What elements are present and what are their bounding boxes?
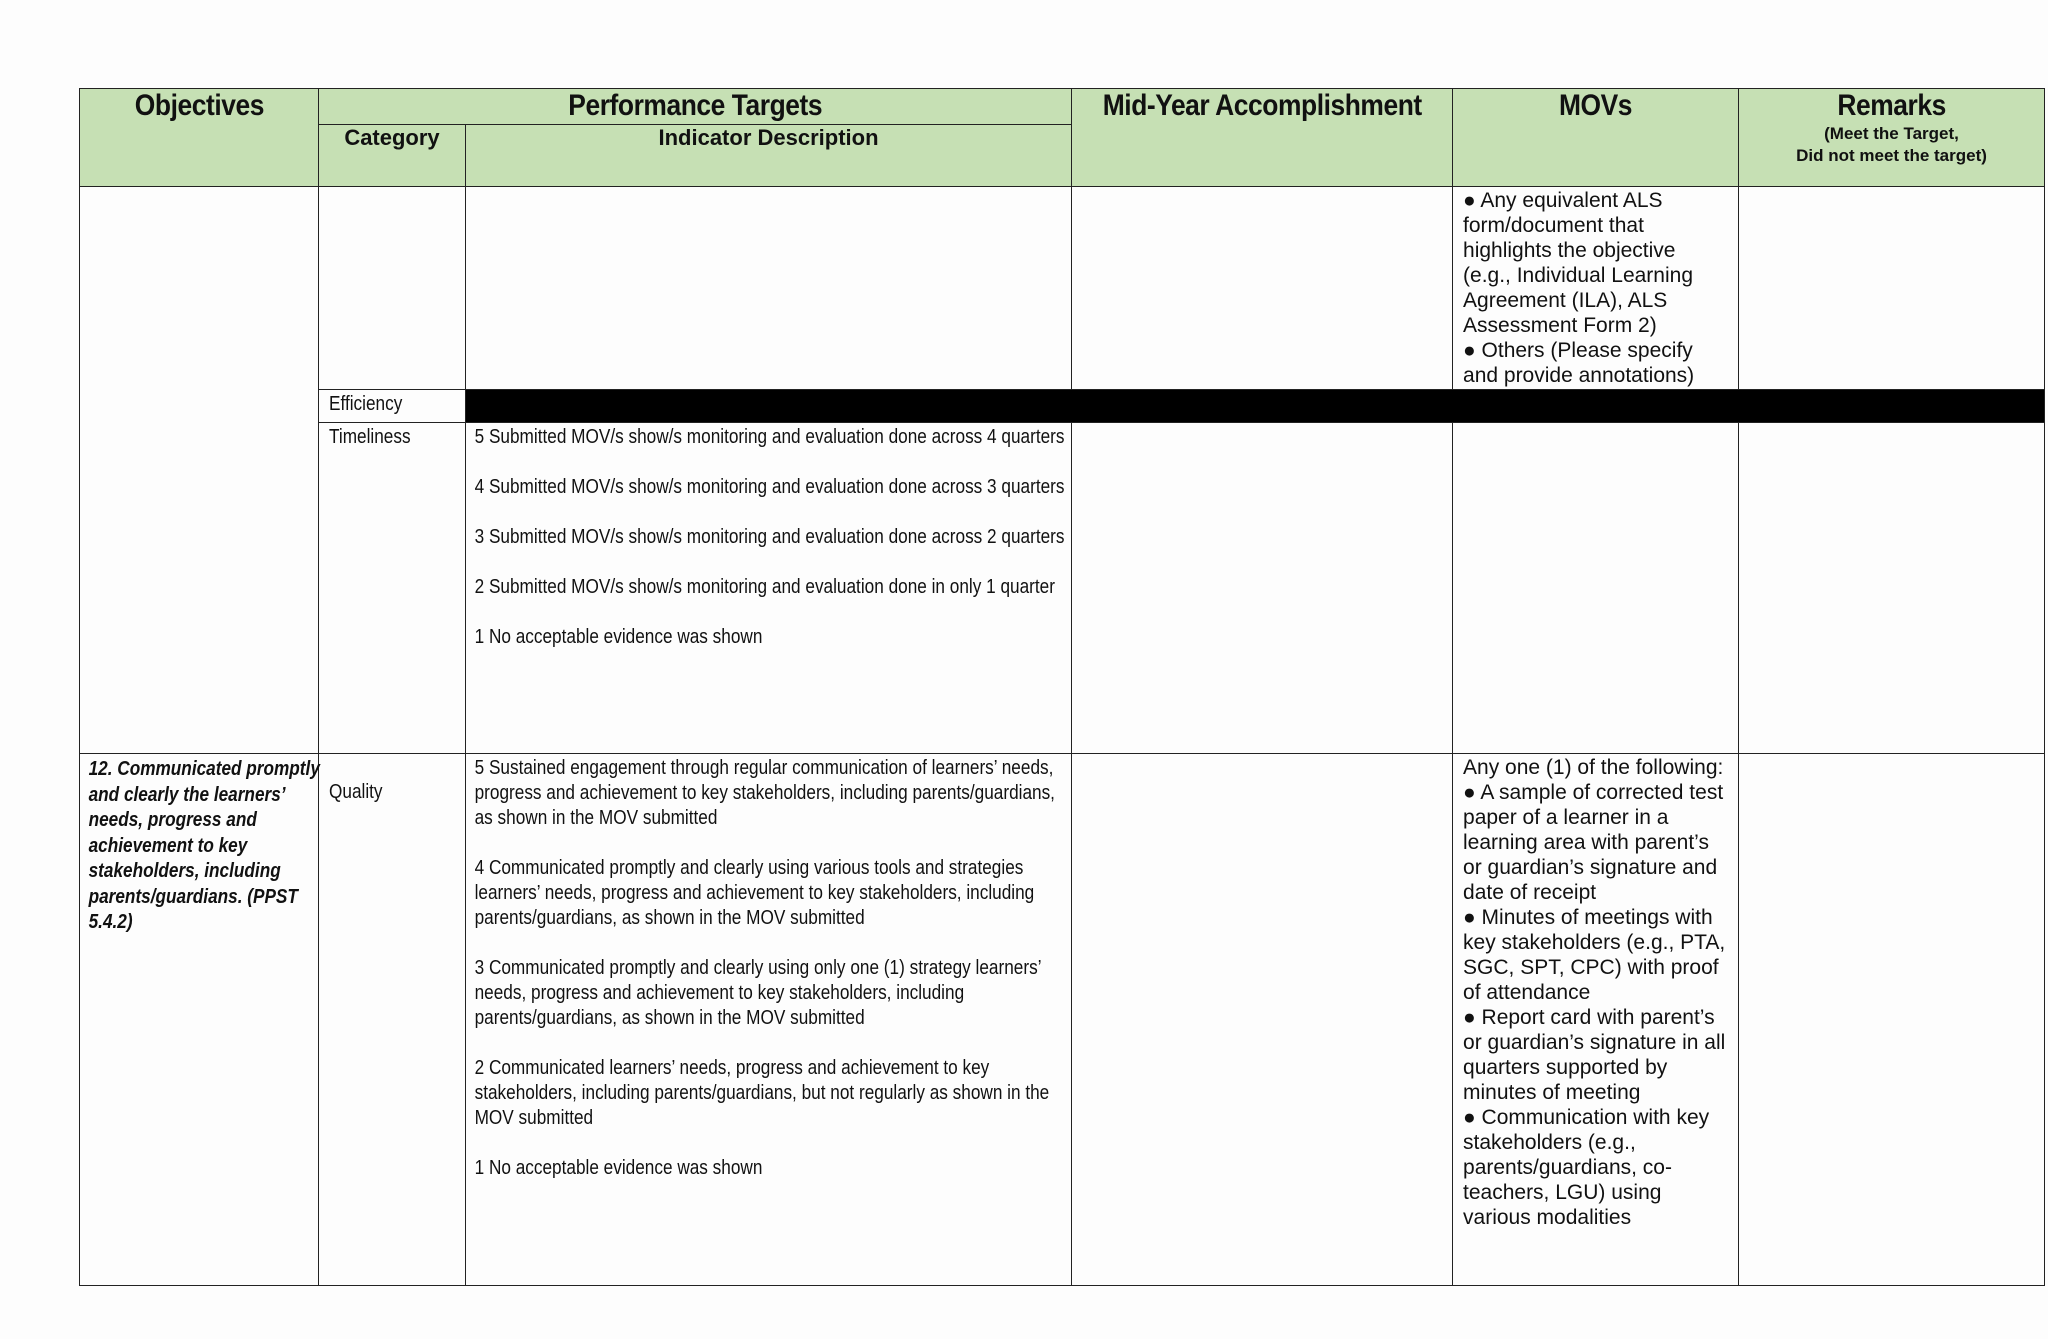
- table-row: [80, 187, 2045, 390]
- table-row: [80, 754, 2045, 1286]
- movs-item: ● Others (Please specify and provide annotations): [1463, 339, 1695, 387]
- ipcrf-table: [79, 88, 2045, 1286]
- indicator-level: 1 No acceptable evidence was shown: [474, 626, 763, 648]
- indicator-level: 5 Submitted MOV/s show/s monitoring and evaluation done across 4 quarters: [474, 426, 1065, 448]
- movs-item: ● Report card with parent’s or guardian’s signature in all quarters supported by minutes of meeting: [1463, 1006, 1726, 1104]
- category-cell-empty: [319, 187, 466, 390]
- indicator-quality: [466, 754, 1072, 1286]
- header-mid-year: Mid-Year Accomplishment: [1072, 89, 1453, 187]
- objective-cell-empty: [80, 187, 319, 754]
- header-movs: MOVs: [1453, 89, 1739, 187]
- header-row-1: [80, 89, 2045, 125]
- header-remarks: Remarks (Meet the Target, Did not meet the target): [1739, 89, 2045, 187]
- header-objectives: Objectives: [80, 89, 319, 187]
- table-row: [80, 423, 2045, 754]
- header-indicator-description: Indicator Description: [466, 125, 1072, 187]
- table-row: [80, 390, 2045, 423]
- indicator-level: 5 Sustained engagement through regular communication of learners’ needs, progress and achievement to key stakeholders, including parents/guardians, as shown in the MOV submitted: [474, 757, 1055, 829]
- accomplishment-cell-empty: [1072, 754, 1453, 1286]
- indicator-timeliness: [466, 423, 1072, 754]
- movs-item: ● Minutes of meetings with key stakeholders (e.g., PTA, SGC, SPT, CPC) with proof of attendance: [1463, 906, 1726, 1004]
- remarks-cell-empty: [1739, 423, 2045, 754]
- movs-cell: [1453, 187, 1739, 390]
- accomplishment-cell-empty: [1072, 187, 1453, 390]
- indicator-level: 2 Submitted MOV/s show/s monitoring and evaluation done in only 1 quarter: [474, 576, 1055, 598]
- indicator-level: 4 Communicated promptly and clearly using various tools and strategies learners’ needs, progress and achievement to key stakeholders, including parents/guardians, as shown in the MOV submitted: [474, 857, 1035, 929]
- indicator-level: 3 Submitted MOV/s show/s monitoring and evaluation done across 2 quarters: [474, 526, 1065, 548]
- indicator-level: 2 Communicated learners’ needs, progress and achievement to key stakeholders, including parents/guardians, but not regularly as shown in the MOV submitted: [474, 1057, 1050, 1129]
- movs-cell: [1453, 754, 1739, 1286]
- category-timeliness: Timeliness: [319, 423, 466, 754]
- header-performance-targets: Performance Targets: [319, 89, 1072, 125]
- remarks-cell-empty: [1739, 187, 2045, 390]
- indicator-level: 4 Submitted MOV/s show/s monitoring and evaluation done across 3 quarters: [474, 476, 1065, 498]
- remarks-cell-empty: [1739, 754, 2045, 1286]
- objective-12: 12. Communicated promptly and clearly the learners’ needs, progress and achievement to key stakeholders, including parents/guardians. (PPST 5.4.2): [80, 754, 319, 1286]
- category-quality: Quality: [319, 754, 466, 1286]
- indicator-cell-empty: [466, 187, 1072, 390]
- redacted-bar: [466, 390, 2045, 423]
- movs-cell-empty: [1453, 423, 1739, 754]
- accomplishment-cell-empty: [1072, 423, 1453, 754]
- category-efficiency: Efficiency: [319, 390, 466, 423]
- indicator-level: 1 No acceptable evidence was shown: [474, 1157, 763, 1179]
- movs-item: ● Communication with key stakeholders (e.g., parents/guardians, co-teachers, LGU) using various modalities: [1463, 1106, 1710, 1229]
- movs-item: ● Any equivalent ALS form/document that highlights the objective (e.g., Individual Learning Agreement (ILA), ALS Assessment Form 2): [1463, 189, 1694, 337]
- header-category: Category: [319, 125, 466, 187]
- movs-item: ● A sample of corrected test paper of a learner in a learning area with parent’s or guardian’s signature and date of receipt: [1463, 781, 1724, 904]
- indicator-level: 3 Communicated promptly and clearly using only one (1) strategy learners’ needs, progress and achievement to key stakeholders, including parents/guardians, as shown in the MOV submitted: [474, 957, 1041, 1029]
- movs-intro: Any one (1) of the following:: [1463, 756, 1724, 779]
